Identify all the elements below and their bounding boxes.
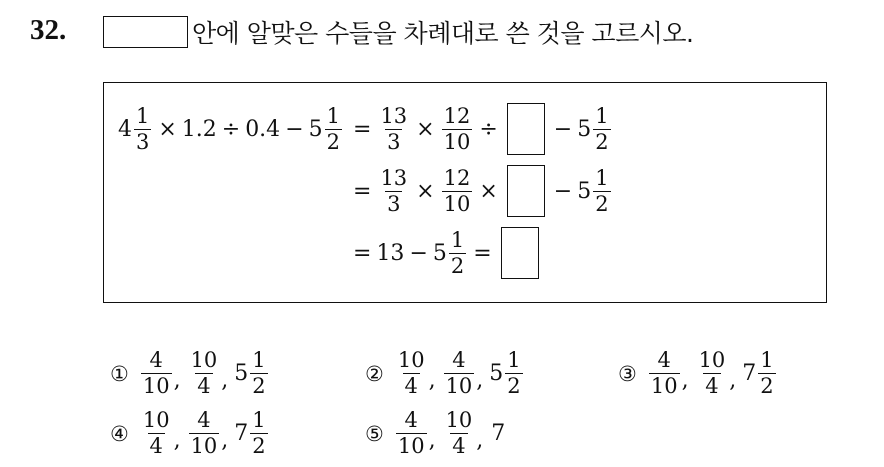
number: 0.4 — [245, 116, 281, 142]
comma: , — [428, 428, 436, 453]
choice-marker: ⑤ — [365, 421, 384, 446]
fraction — [141, 410, 172, 457]
numerator: 10 — [190, 348, 218, 372]
denominator: 2 — [595, 129, 609, 154]
denominator: 4 — [197, 374, 211, 398]
number: 7 — [491, 421, 506, 446]
choice-5[interactable] — [365, 410, 505, 457]
times-sign: × — [479, 178, 498, 204]
comma: , — [221, 428, 229, 453]
equation-row-2 — [348, 163, 613, 219]
fraction — [189, 410, 220, 457]
mixed-whole: 5 — [577, 178, 592, 204]
fraction — [697, 350, 728, 397]
denominator: 3 — [387, 191, 401, 216]
mixed-whole: 7 — [742, 361, 757, 386]
choice-4[interactable] — [110, 410, 270, 457]
choice-3[interactable] — [618, 350, 778, 397]
equals-sign: = — [353, 116, 372, 142]
equals-sign: = — [353, 240, 372, 266]
numerator: 12 — [443, 165, 471, 190]
numerator: 1 — [760, 348, 774, 372]
numerator: 1 — [252, 408, 266, 432]
choice-2[interactable] — [365, 350, 525, 397]
number: 13 — [376, 240, 405, 266]
choice-marker: ④ — [110, 421, 129, 446]
fraction — [250, 350, 267, 397]
denominator: 10 — [190, 434, 218, 458]
numerator: 4 — [149, 348, 163, 372]
denominator: 3 — [135, 129, 150, 154]
comma: , — [173, 368, 181, 393]
fraction — [250, 410, 267, 457]
denominator: 2 — [252, 434, 266, 458]
question-line — [103, 14, 693, 50]
numerator: 1 — [135, 103, 150, 128]
fraction — [189, 350, 220, 397]
times-sign: × — [416, 116, 435, 142]
fraction — [444, 350, 475, 397]
minus-sign: − — [553, 116, 573, 142]
minus-sign: − — [285, 116, 304, 142]
denominator: 2 — [760, 374, 774, 398]
equals-sign: = — [473, 240, 492, 266]
expression-lhs — [118, 101, 344, 157]
numerator: 1 — [326, 103, 340, 128]
mixed-whole: 7 — [234, 421, 249, 446]
equation-row-3 — [348, 225, 543, 281]
math-box — [103, 82, 827, 303]
comma: , — [173, 428, 181, 453]
mixed-whole: 5 — [577, 116, 592, 142]
fraction — [593, 165, 610, 216]
fraction — [442, 165, 473, 216]
denominator: 10 — [443, 191, 471, 216]
fraction — [649, 350, 680, 397]
denominator: 2 — [507, 374, 521, 398]
fraction — [758, 350, 775, 397]
denominator: 4 — [149, 434, 163, 458]
answer-blank-legend — [103, 16, 188, 48]
fraction — [593, 103, 610, 154]
mixed-whole: 5 — [432, 240, 447, 266]
choice-marker: ③ — [618, 361, 637, 386]
fraction — [396, 410, 427, 457]
comma: , — [681, 368, 689, 393]
denominator: 10 — [443, 129, 471, 154]
fraction — [325, 103, 342, 154]
numerator: 10 — [142, 408, 170, 432]
denominator: 4 — [404, 374, 418, 398]
question-number: 32. — [30, 14, 67, 46]
numerator: 1 — [450, 227, 465, 252]
fraction — [141, 350, 172, 397]
denominator: 2 — [450, 253, 465, 278]
times-sign: × — [158, 116, 177, 142]
numerator: 10 — [698, 348, 726, 372]
answer-blank-3[interactable] — [501, 227, 539, 279]
number: 1.2 — [181, 116, 217, 142]
fraction — [396, 350, 427, 397]
denominator: 4 — [452, 434, 466, 458]
answer-blank-1[interactable] — [507, 103, 545, 155]
denominator: 2 — [595, 191, 609, 216]
numerator: 1 — [507, 348, 521, 372]
equation-row-1 — [348, 101, 613, 157]
numerator: 4 — [404, 408, 418, 432]
fraction — [378, 165, 409, 216]
denominator: 10 — [142, 374, 170, 398]
divide-sign: ÷ — [479, 116, 498, 142]
answer-blank-2[interactable] — [507, 165, 545, 217]
numerator: 4 — [657, 348, 671, 372]
numerator: 1 — [595, 165, 609, 190]
numerator: 4 — [452, 348, 466, 372]
comma: , — [221, 368, 229, 393]
numerator: 13 — [380, 103, 408, 128]
divide-sign: ÷ — [221, 116, 241, 142]
numerator: 1 — [252, 348, 266, 372]
denominator: 10 — [650, 374, 678, 398]
fraction — [378, 103, 409, 154]
comma: , — [428, 368, 436, 393]
fraction — [444, 410, 475, 457]
fraction — [449, 227, 466, 278]
mixed-whole: 5 — [308, 116, 323, 142]
fraction — [505, 350, 522, 397]
numerator: 13 — [380, 165, 408, 190]
denominator: 3 — [387, 129, 401, 154]
fraction — [442, 103, 473, 154]
comma: , — [729, 368, 737, 393]
numerator: 12 — [443, 103, 471, 128]
numerator: 1 — [595, 103, 609, 128]
mixed-whole: 5 — [234, 361, 249, 386]
choice-marker: ① — [110, 361, 129, 386]
times-sign: × — [416, 178, 435, 204]
comma: , — [476, 428, 484, 453]
denominator: 10 — [445, 374, 473, 398]
equals-sign: = — [353, 178, 372, 204]
comma: , — [476, 368, 484, 393]
minus-sign: − — [409, 240, 428, 266]
denominator: 10 — [397, 434, 425, 458]
mixed-whole: 4 — [117, 116, 132, 142]
numerator: 10 — [445, 408, 473, 432]
mixed-whole: 5 — [489, 361, 504, 386]
numerator: 10 — [397, 348, 425, 372]
numerator: 4 — [197, 408, 211, 432]
choice-marker: ② — [365, 361, 384, 386]
fraction — [134, 103, 151, 154]
denominator: 2 — [252, 374, 266, 398]
denominator: 2 — [326, 129, 340, 154]
minus-sign: − — [553, 178, 573, 204]
question-text: 안에 알맞은 수들을 차례대로 쓴 것을 고르시오. — [192, 19, 694, 48]
choice-1[interactable] — [110, 350, 270, 397]
denominator: 4 — [705, 374, 719, 398]
